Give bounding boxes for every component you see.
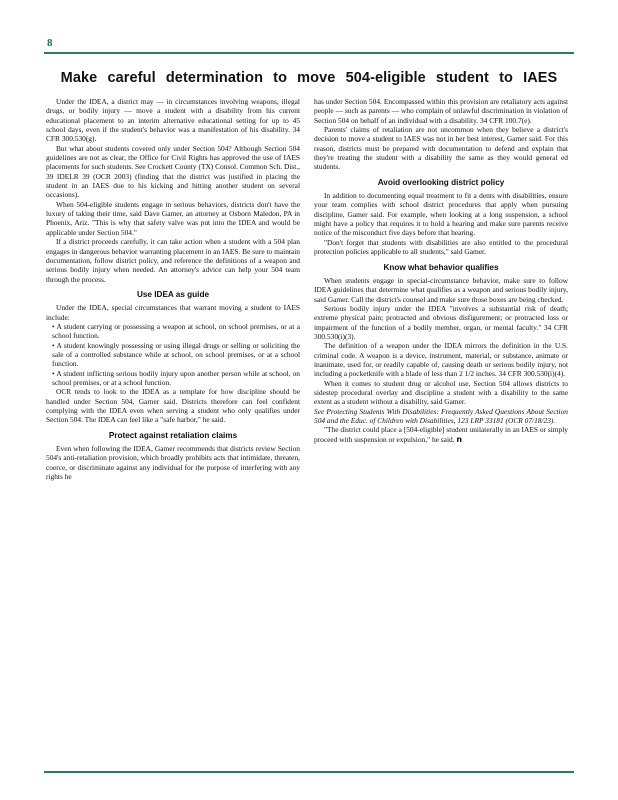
end-mark-icon: n [456, 434, 463, 444]
bullet-item: • A student knowingly possessing or using illegal drugs or selling or soliciting the sale of a controlled substance while at school, on school premises, or at a school function. [52, 340, 300, 369]
bullet-item: • A student carrying or possessing a weapon at school, on school premises, or at a school function. [52, 321, 300, 341]
paragraph: When 504-eligible students engage in serious behaviors, districts don't have the luxury of taking their time, said Dave Gamer, an attorney at Osborn Maledon, PA in Phoenix, Ariz. "This is why that safety valve was put into the IDEA and would be applicable under Section 504." [46, 199, 300, 237]
paragraph: The definition of a weapon under the IDEA mirrors the definition in the U.S. criminal code. A weapon is a device, instrument, material, or substance, animate or inanimate, used for, or readily capable of, causing death or serious bodily injury, not including a pocketknife with a blade of less than 2 1/2 inches. 34 CFR 300.530(i)(4). [314, 341, 568, 379]
paragraph [314, 425, 568, 444]
paragraph: When it comes to student drug or alcohol use, Section 504 allows districts to sidestep procedural overlay and discipline a student with a disability to the same extent as a student without a disability, said Gamer. [314, 378, 568, 407]
section-heading: Avoid overlooking district policy [377, 177, 505, 187]
paragraph: Under the IDEA, a district may — in circumstances involving weapons, illegal drugs, or bodily injury — move a student with a disability from his current educational placement to an interim alternative educational setting for up to 45 school days, even if the student's behavior was a manifestation of his disability. 34 CFR 300.530(g). [46, 97, 300, 144]
bullet-item: • A student inflicting serious bodily injury upon another person while at school, on school premises, or at a school function. [52, 368, 300, 387]
paragraph: Even when following the IDEA, Gamer recommends that districts review Section 504's anti-retaliation provision, which broadly prohibits acts that intimidate, threaten, coerce, or discriminate against any individual for the purpose of interfering with any rights he [46, 444, 300, 482]
paragraph: But what about students covered only under Section 504? Although Section 504 guidelines are not as clear, the Office for Civil Rights has approved the use of IAES placements for such students. See Crockett County (TX) Consol. Common Sch. Dist., 39 IDELR 39 (OCR 2003) (finding that the district was justified in placing the student in an IAES due to his kicking and hitting another student on several occasions). [46, 143, 300, 200]
bottom-divider [44, 771, 574, 773]
right-column [314, 97, 568, 444]
paragraph: Parents' claims of retaliation are not uncommon when they believe a district's decision to move a student to IAES was not in her best interest, Gamer said. For this reason, districts must be prepared with documentation to defend and explain that they're treating the student with a disability the same as they would general ed students. [314, 125, 568, 172]
section-heading: Use IDEA as guide [136, 289, 210, 299]
article-headline: Make careful determination to move 504-eligible student to IAES [60, 70, 558, 86]
paragraph: If a district proceeds carefully, it can take action when a student with a 504 plan engages in dangerous behavior warranting placement in an IAES. Be sure to maintain documentation, follow district policy, and reference the definitions of a weapon and serious bodily injury when needed. An attorney's advice can help your 504 team through the process. [46, 237, 300, 284]
paragraph: In addition to documenting equal treatment to fit a dents with disabilities, ensure your team complies with school district procedures that apply when pursuing discipline, Gamer said. For example, when looking at a long suspension, a school might have a policy that requires it to hold a hearing and make sure parents receive notice of the misconduct five days before that hearing. [314, 191, 568, 238]
page-number: 8 [47, 37, 53, 49]
paragraph: Serious bodily injury under the IDEA "involves a substantial risk of death; extreme physical pain; protracted and obvious disfigurement; or protracted loss or impairment of the function of a bodily member, organ, or mental faculty." 34 CFR 300.530(i)(3). [314, 303, 568, 341]
closing-quote-text: "The district could place a [504-eligible] student unilaterally in an IAES or simply proceed with suspension or expulsion," he said. [314, 425, 568, 444]
paragraph: When students engage in special-circumstance behavior, make sure to follow IDEA guidelines that determine what qualifies as a weapon and serious bodily injury, said Gamer. Call the district's counsel and make sure those boxes are being checked. [314, 275, 568, 304]
top-divider [44, 52, 574, 54]
citation: See Protecting Students With Disabilities: Frequently Asked Questions About Section 504 and the Educ. of Children with Disabilities, 123 LRP 33181 (OCR 07/18/23). [314, 406, 568, 425]
paragraph: OCR tends to look to the IDEA as a template for how discipline should be handled under Section 504, Garner said. Districts therefore can feel confident complying with the IDEA even when serving a student who only qualifies under Section 504. The IDEA can feel like a "safe harbor," he said. [46, 387, 300, 425]
section-heading: Know what behavior qualifies [383, 262, 499, 272]
paragraph: "Don't forget that students with disabilities are also entitled to the procedural protection policies applicable to all students," said Gamer. [314, 237, 568, 257]
paragraph: Under the IDEA, special circumstances that warrant moving a student to IAES include: [46, 303, 300, 322]
section-heading: Protect against retaliation claims [108, 430, 238, 440]
left-column [46, 97, 300, 481]
paragraph: has under Section 504. Encompassed within this provision are retaliatory acts against people — such as parents — who complain of unlawful discrimination in violation of Section 504 on behalf of an individual with a disability. 34 CFR 100.7(e). [314, 97, 568, 125]
